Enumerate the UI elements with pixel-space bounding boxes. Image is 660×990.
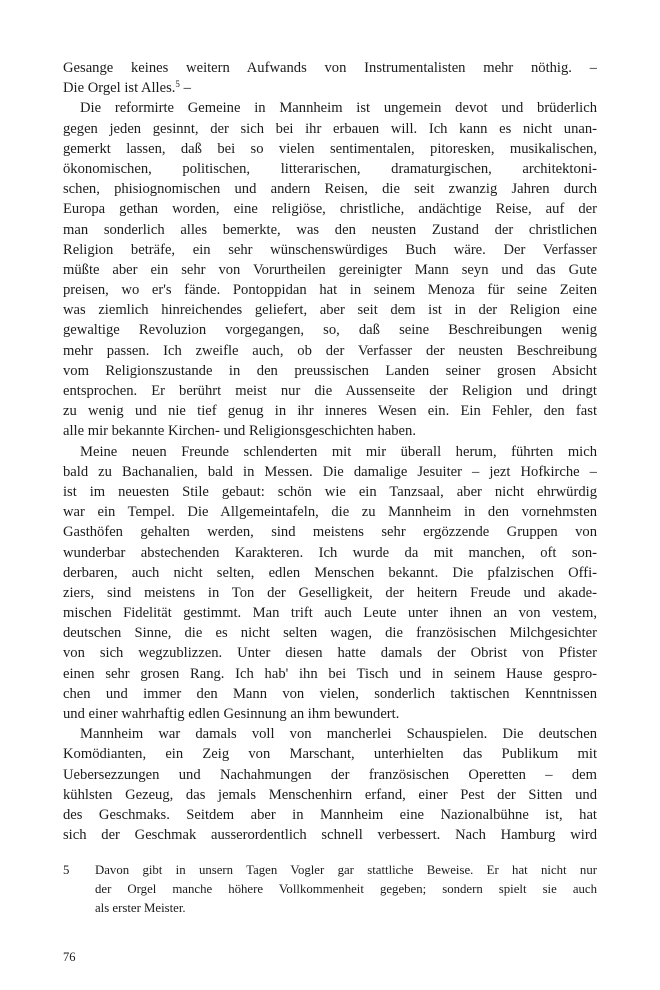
text-line: man sonderlich alles bemerkte, was den neusten Zustand der christlichen [63, 221, 597, 238]
text-line: gewaltige Revoluzion vorgegangen, so, daß seine Beschreibungen wenig [63, 322, 597, 339]
text-line: mischen Fidelität gestimmt. Man trift auch Leute unter ihnen an von vestem, [63, 605, 597, 622]
text-line: Gesange keines weitern Aufwands von Instrumentalisten mehr nöthig. – [63, 60, 597, 76]
footnote-number: 5 [63, 863, 70, 878]
paragraph [63, 442, 597, 725]
text-line: Mannheim war damals voll von mancherlei Schauspielen. Die deutschen [80, 726, 597, 743]
text-line: wunderbar abstechenden Karakteren. Ich wurde da mit manchen, oft son- [63, 544, 597, 561]
text-line: preisen, wo er's fände. Pontoppidan hat in seinem Menoza für seine Zeiten [63, 282, 597, 299]
footnote [63, 861, 597, 917]
footnote-text [95, 861, 597, 917]
main-text-block [63, 58, 597, 845]
footnote-line: als erster Meister. [95, 900, 186, 915]
text-line: entsprochen. Er berührt meist nur die Aussenseite der Religion und dringt [63, 383, 597, 399]
footnote-line: der Orgel manche höhere Vollkommenheit gegeben; sondern spielt sie auch [95, 882, 597, 897]
text-line: Religion beträfe, ein sehr wünschenswürdiges Buch wäre. Der Verfasser [63, 241, 597, 258]
text-line: ist im neuesten Stile gebaut: schön wie ein Tanzsaal, aber nicht ehrwürdig [63, 483, 597, 500]
text-line: derbaren, auch nicht selten, edlen Menschen bekannt. Die pfalzischen Offi- [63, 564, 597, 581]
text-line: chen und immer den Mann von vielen, sonderlich taktischen Kenntnissen [63, 685, 597, 702]
text-line: von sich wegzublizzen. Unter diesen hatte damals der Obrist von Pfister [63, 645, 597, 662]
text-line: müßte aber ein sehr von Vorurtheilen gereinigter Mann seyn und das Gute [63, 261, 597, 278]
text-line: alle mir bekannte Kirchen- und Religionsgeschichten haben. [63, 423, 416, 440]
page-number: 76 [63, 950, 76, 964]
text-line: war ein Tempel. Die Allgemeintafeln, die zu Mannheim in den vornehmsten [63, 504, 597, 521]
text-line: Europa gethan worden, eine religiöse, christliche, andächtige Reise, auf der [63, 201, 597, 218]
text-line: schen, phisiognomischen und andern Reisen, die seit zwanzig Jahren durch [63, 181, 597, 198]
text-line: zu wenig und nie tief genug in ihr inneres Wesen ein. Ein Fehler, den fast [63, 403, 597, 420]
text-line: gemerkt lassen, daß bei so vielen sentimentalen, pitoresken, musikalischen, [63, 140, 597, 157]
text-line: kühlsten Gezeug, das jemals Menschenhirn erfand, einer Pest der Sitten und [63, 786, 597, 803]
text-line: mehr passen. Ich zweifle auch, ob der Verfasser der neusten Beschreibung [63, 342, 597, 359]
text-line: Uebersezzungen und Nachahmungen der französischen Operetten – dem [63, 766, 597, 783]
text-line: vom Religionszustande in den preussischen Landen seiner grosen Absicht [63, 362, 597, 379]
text-line: ziers, sind meistens in Ton der Geselligkeit, der heitern Freude und akade- [63, 584, 597, 601]
text-line: Meine neuen Freunde schlenderten mit mir überall herum, führten mich [80, 443, 597, 460]
footnote-reference: 5 [175, 79, 180, 90]
text-line: des Geschmaks. Seitdem aber in Mannheim eine Nazionalbühne ist, hat [63, 806, 597, 823]
text-line: was ziemlich hinreichendes geliefert, aber seit dem ist in der Religion eine [63, 302, 597, 319]
text-line: einen sehr grosen Rang. Ich hab' ihn bei Tisch und in seinem Hause gespro- [63, 665, 597, 682]
paragraph [63, 58, 597, 98]
footnote-line: Davon gibt in unsern Tagen Vogler gar stattliche Beweise. Er hat nicht nur [95, 863, 597, 878]
text-line: und einer wahrhaftig edlen Gesinnung an ihm bewundert. [63, 706, 400, 722]
text-line: Gasthöfen gehalten werden, sind meistens sehr ergözzende Gruppen von [63, 524, 597, 541]
paragraph [63, 98, 597, 441]
text-line: Die Orgel ist Alles.$^5$ – [63, 79, 191, 97]
text-line: Die reformirte Gemeine in Mannheim ist ungemein devot und brüderlich [80, 100, 597, 117]
text-line: Komödianten, ein Zeig von Marschant, unterhielten das Publikum mit [63, 746, 597, 763]
text-line: deutschen Sinne, die es nicht selten wagen, die französischen Milchgesichter [63, 625, 597, 642]
text-line: gegen jeden gesinnt, der sich bei ihr erbauen will. Ich kann es nicht unan- [63, 120, 597, 137]
paragraph [63, 724, 597, 845]
text-line: ökonomischen, politischen, litterarischen, dramaturgischen, architektoni- [63, 160, 597, 177]
text-line: sich der Geschmak ausserordentlich schnell verbessert. Nach Hamburg wird [63, 827, 597, 844]
text-line: bald zu Bachanalien, bald in Messen. Die damalige Jesuiter – jezt Hofkirche – [63, 463, 597, 480]
